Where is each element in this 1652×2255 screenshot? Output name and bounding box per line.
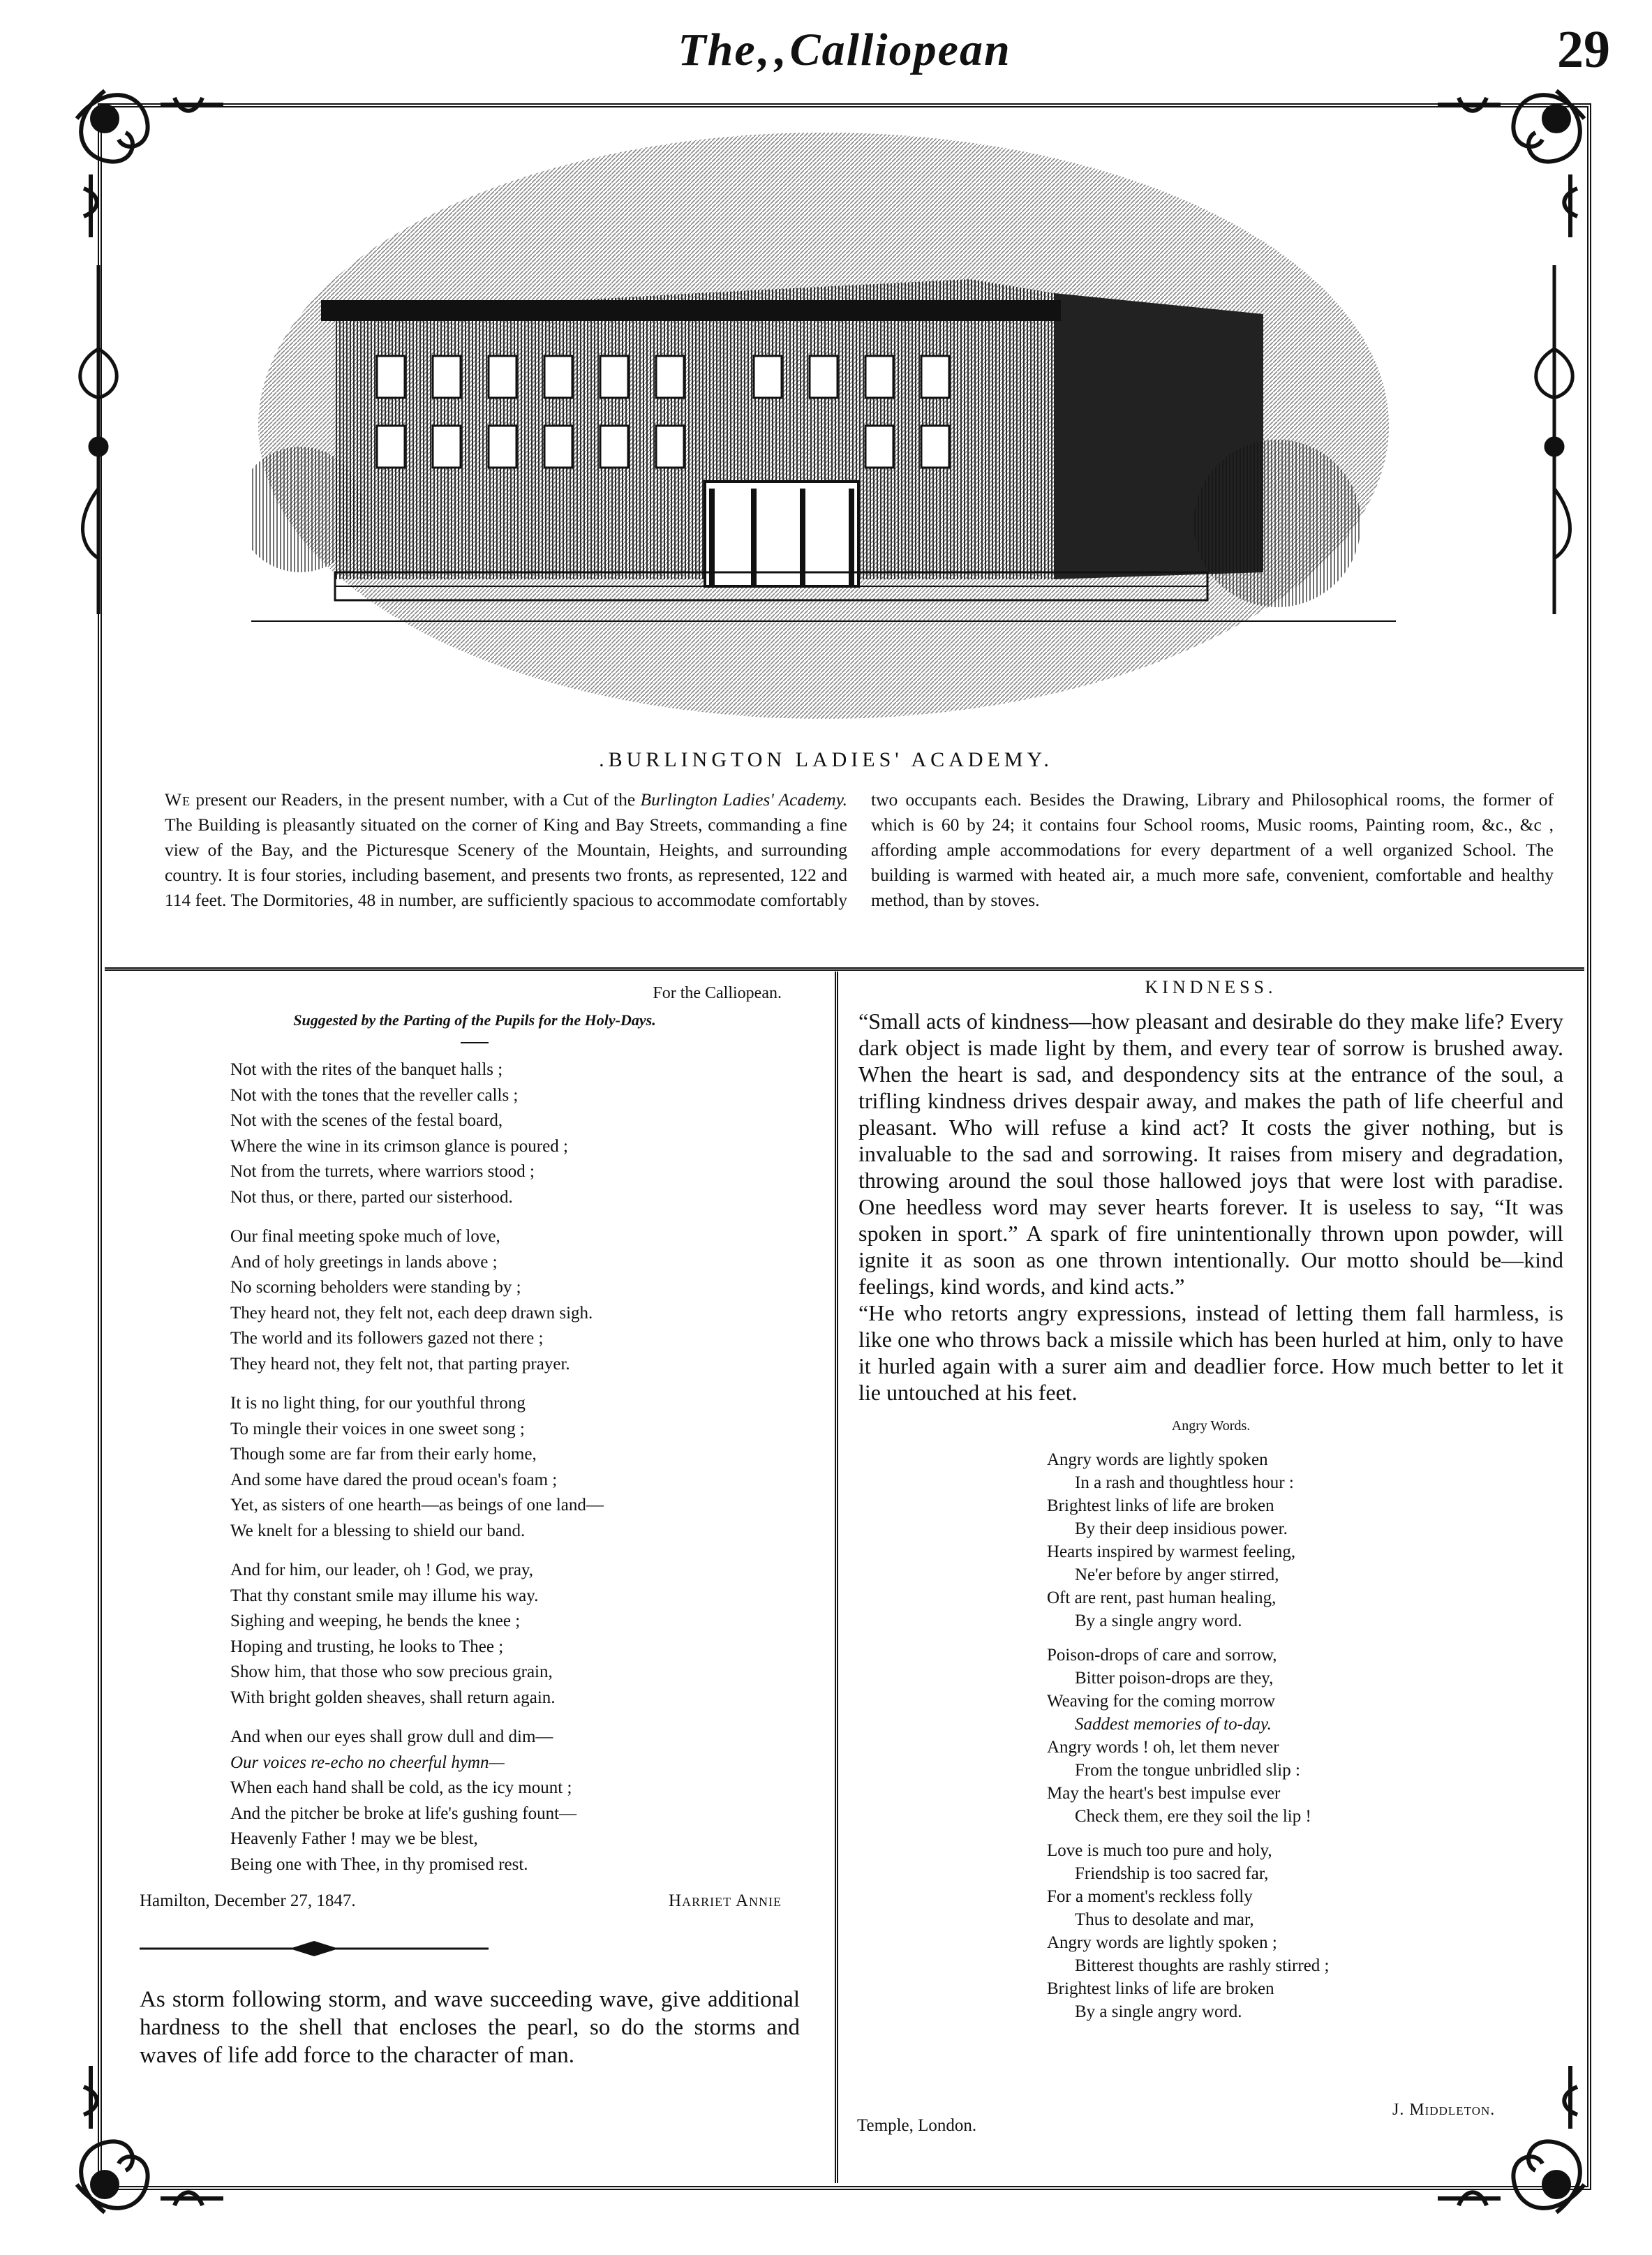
poem-line: Not with the rites of the banquet halls ; [230, 1060, 503, 1079]
kindness-paragraph: “He who retorts angry expressions, instead of letting them fall harmless, is like one who throws back a missile which has been hurled at him, only to have it hurled again with a surer aim and deadlier force. How much better to let it lie untouched at his feet. [858, 1300, 1563, 1405]
poem-line: They heard not, they felt not, that parting prayer. [230, 1354, 570, 1374]
poem-line: Friendship is too sacred far, [1075, 1864, 1269, 1883]
poem-line: We knelt for a blessing to shield our band. [230, 1521, 526, 1540]
corner-ornament-top-right [1431, 77, 1598, 244]
poem-line: And for him, our leader, oh ! God, we pray, [230, 1561, 534, 1579]
masthead-title: The‚‚Calliopean [678, 24, 1011, 75]
poem-line: And when our eyes shall grow dull and dim— [230, 1727, 553, 1746]
poem-line: Oft are rent, past human healing, [1047, 1588, 1277, 1607]
poem-line: By their deep insidious power. [1075, 1519, 1288, 1538]
poem-line: Show him, that those who sow precious grain, [230, 1662, 553, 1681]
poem-author: Harriet Annie [669, 1891, 782, 1910]
corner-ornament-bottom-right [1431, 2059, 1598, 2226]
poem-line: In a rash and thoughtless hour : [1075, 1473, 1294, 1492]
right-column [858, 977, 1563, 2034]
poem-line: With bright golden sheaves, shall return again. [230, 1688, 556, 1707]
poem-stanza [230, 1558, 810, 1711]
kindness-paragraph: “Small acts of kindness—how pleasant and desirable do they make life? Every dark object is made light by them, and every tear of sorrow is brushed away. When the heart is sad, and despondency sits at the entrance of the soul, a trifling kindness drives despair away, and makes the path of life cheerful and pleasant. Who will refuse a kind act? It costs the giver nothing, but is invaluable to the sad and sorrowing. It raises from misery and degradation, throwing around the soul those hallowed joys that were lost with paradise. One heedless word may sever hearts forever. It is useless to say, “It was spoken in sport.” A spark of fire unintentionally thrown upon powder, will ignite it as soon as one thrown intentionally. Our motto should be—kind feelings, kind words, and kind acts.” [858, 1009, 1563, 1299]
intro-paragraph [165, 787, 1554, 955]
poem-stanza [230, 1224, 810, 1377]
kindness-article [858, 1008, 1563, 1406]
side-ornament-left [67, 265, 130, 614]
poem-stanza [1047, 1644, 1563, 1828]
intro-lead: We [165, 789, 191, 810]
poem-line: Not from the turrets, where warriors stood ; [230, 1162, 535, 1181]
poem-line: Where the wine in its crimson glance is poured ; [230, 1136, 568, 1156]
poem-line: When each hand shall be cold, as the icy mount ; [230, 1778, 572, 1797]
poem-line: Saddest memories of to-day. [1075, 1715, 1272, 1734]
corner-ornament-bottom-left [63, 2059, 230, 2226]
poem-line: Hearts inspired by warmest feeling, [1047, 1542, 1296, 1561]
poem-line: And of holy greetings in lands above ; [230, 1252, 498, 1272]
poem-line: By a single angry word. [1075, 2002, 1242, 2021]
poem-line: Bitter poison-drops are they, [1075, 1669, 1274, 1688]
left-column [140, 984, 810, 2069]
poem-line: Weaving for the coming morrow [1047, 1692, 1276, 1711]
poem-line: Hoping and trusting, he looks to Thee ; [230, 1637, 504, 1656]
poem-line: Angry words ! oh, let them never [1047, 1738, 1279, 1757]
poem-stanza [230, 1057, 810, 1210]
poem-line: From the tongue unbridled slip : [1075, 1761, 1300, 1780]
poem-line: Love is much too pure and holy, [1047, 1841, 1272, 1860]
short-dash [461, 1042, 489, 1043]
poem-line: Brightest links of life are broken [1047, 1979, 1274, 1998]
angry-words-author: J. Middleton. [1392, 2101, 1496, 2119]
poem-line: May the heart's best impulse ever [1047, 1784, 1281, 1803]
intro-text-b: The Building is pleasantly situated on the corner of King and Bay Streets, commanding a fine view of the Bay, and the Picturesque Scenery of the Mountain, Heights, and surrounding country. It is four stories, including basement, and presents two fronts, as represented, 122 and 114 feet. The Dormitories, 48 in number, are sufficiently spacious to accommodate comfortably two occupants each. Besides the Drawing, Library and Philosophical rooms, the former of which is 60 by 24; it contains four School rooms, Music rooms, Painting room, &c., &c , affording ample accommodations for every department of a well organized School. The building is warmed with heated air, a much more safe, convenient, comfortable and healthy method, than by stoves. [165, 789, 1554, 910]
place-date: Hamilton, December 27, 1847. [140, 1891, 356, 1910]
poem-line: No scorning beholders were standing by ; [230, 1278, 521, 1297]
poem-line: Angry words are lightly spoken [1047, 1450, 1268, 1469]
side-ornament-right [1523, 265, 1586, 614]
poem-line: Brightest links of life are broken [1047, 1496, 1274, 1515]
poem-line: Our voices re-echo no cheerful hymn— [230, 1752, 505, 1772]
poem-line: Though some are far from their early home, [230, 1445, 537, 1464]
poem-signature [140, 1891, 810, 1911]
poem-line: Ne'er before by anger stirred, [1075, 1565, 1279, 1584]
poem-stanza [230, 1725, 810, 1877]
poem-line: It is no light thing, for our youthful throng [230, 1394, 526, 1413]
poem-line: Thus to desolate and mar, [1075, 1910, 1254, 1929]
poem-line: They heard not, they felt not, each deep drawn sigh. [230, 1303, 593, 1323]
poem-subtitle: Suggested by the Parting of the Pupils for the Holy-Days. [293, 1011, 656, 1029]
poem-line: Sighing and weeping, he bends the knee ; [230, 1612, 521, 1630]
poem-line: Check them, ere they soil the lip ! [1075, 1807, 1311, 1826]
poem-source: Temple, London. [857, 2116, 977, 2135]
poem-line: Not thus, or there, parted our sisterhood. [230, 1187, 513, 1207]
engraving-caption: .BURLINGTON LADIES' ACADEMY. [599, 748, 1053, 771]
poem-line: Poison-drops of care and sorrow, [1047, 1646, 1277, 1665]
column-divider [835, 972, 838, 2183]
poem-line: Our final meeting spoke much of love, [230, 1227, 500, 1246]
poem-line: Angry words are lightly spoken ; [1047, 1933, 1277, 1952]
poem-stanza [230, 1391, 810, 1544]
poem-line: That thy constant smile may illume his way. [230, 1586, 539, 1605]
poem-line: For a moment's reckless folly [1047, 1887, 1253, 1906]
page-number: 29 [1557, 20, 1610, 79]
poem-line: Being one with Thee, in thy promised rest. [230, 1854, 528, 1874]
kindness-heading: KINDNESS. [1145, 977, 1277, 997]
poem-line: The world and its followers gazed not there ; [230, 1329, 544, 1348]
poem-line: Yet, as sisters of one hearth—as beings of one land— [230, 1496, 604, 1515]
aphorism: As storm following storm, and wave succeeding wave, give additional hardness to the shell that encloses the pearl, so do the storms and waves of life add force to the character of man. [140, 1987, 800, 2068]
poem-line: To mingle their voices in one sweet song ; [230, 1419, 525, 1438]
poem-line: And some have dared the proud ocean's foam ; [230, 1470, 558, 1489]
intro-text-a: present our Readers, in the present number, with a Cut of the [191, 789, 641, 810]
poem-line: Bitterest thoughts are rashly stirred ; [1075, 1956, 1330, 1975]
angry-words-title: Angry Words. [1171, 1418, 1251, 1434]
poem-stanza [1047, 1839, 1563, 2023]
masthead [0, 10, 1652, 94]
poem-line: And the pitcher be broke at life's gushing fount— [230, 1803, 577, 1823]
angry-words-poem [1047, 1448, 1563, 2023]
poem-stanza [1047, 1448, 1563, 1632]
parting-poem [230, 1057, 810, 1877]
poem-line: Heavenly Father ! may we be blest, [230, 1829, 478, 1848]
poem-line: Not with the scenes of the festal board, [230, 1111, 503, 1130]
poem-source-line: For the Calliopean. [653, 984, 782, 1002]
poem-line: Not with the tones that the reveller calls ; [230, 1085, 519, 1105]
corner-ornament-top-left [63, 77, 230, 244]
academy-engraving [251, 133, 1396, 726]
intro-emphasis: Burlington Ladies' Academy. [640, 789, 847, 810]
ornamental-rule [140, 1939, 489, 1958]
poem-line: By a single angry word. [1075, 1612, 1242, 1630]
section-divider [105, 967, 1584, 971]
